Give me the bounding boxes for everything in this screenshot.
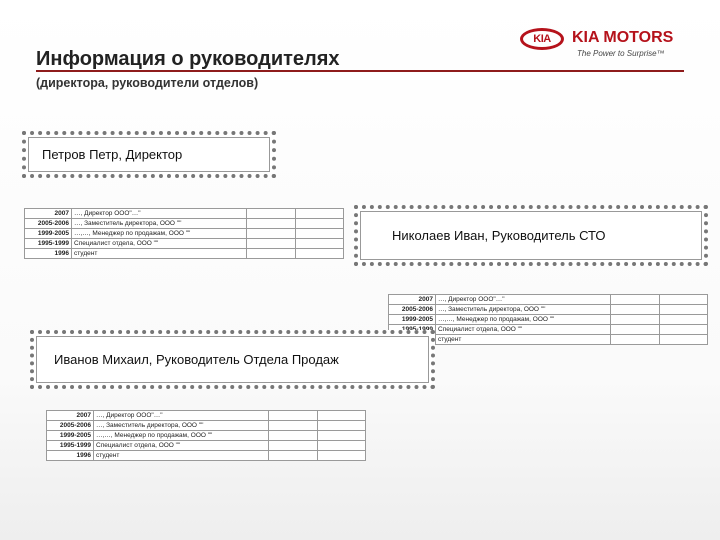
empty-cell — [659, 325, 708, 335]
position-cell: …, Заместитель директора, ООО "" — [94, 421, 269, 431]
logo-brand-name: KIA MOTORS — [572, 29, 674, 46]
manager-name-title: Иванов Михаил, Руководитель Отдела Продаж — [54, 352, 339, 367]
empty-cell — [269, 421, 318, 431]
years-cell: 2007 — [47, 411, 94, 421]
logo-tagline: The Power to Surprise™ — [577, 49, 665, 58]
years-cell: 2007 — [25, 209, 72, 219]
position-cell: …, Директор ООО"…" — [94, 411, 269, 421]
manager-name-title: Петров Петр, Директор — [42, 147, 183, 162]
empty-cell — [317, 431, 366, 441]
table-row — [25, 239, 344, 249]
years-cell: 1995-1999 — [47, 441, 94, 451]
position-cell: Специалист отдела, ООО "" — [436, 325, 611, 335]
empty-cell — [295, 249, 344, 259]
empty-cell — [611, 335, 660, 345]
manager-card-nikolaev — [354, 205, 708, 266]
years-cell: 1996 — [47, 451, 94, 461]
empty-cell — [295, 229, 344, 239]
kia-oval-mark: KIA — [520, 28, 564, 50]
empty-cell — [269, 441, 318, 451]
table-row — [389, 325, 708, 335]
position-cell: студент — [436, 335, 611, 345]
position-cell: …, Директор ООО"…" — [72, 209, 247, 219]
position-cell: Специалист отдела, ООО "" — [72, 239, 247, 249]
empty-cell — [659, 295, 708, 305]
years-cell: 2007 — [389, 295, 436, 305]
empty-cell — [659, 315, 708, 325]
position-cell: студент — [94, 451, 269, 461]
years-cell: 1999-2005 — [47, 431, 94, 441]
empty-cell — [611, 305, 660, 315]
years-cell: 2005-2006 — [47, 421, 94, 431]
position-cell: …,…, Менеджер по продажам, ООО "" — [72, 229, 247, 239]
table-row — [389, 295, 708, 305]
kia-logo — [520, 24, 690, 68]
empty-cell — [295, 219, 344, 229]
table-row — [47, 411, 366, 421]
title-divider — [36, 70, 684, 72]
empty-cell — [269, 411, 318, 421]
manager-card-petrov — [22, 131, 276, 178]
table-row — [47, 421, 366, 431]
career-table-petrov — [24, 208, 344, 259]
empty-cell — [317, 451, 366, 461]
empty-cell — [269, 451, 318, 461]
empty-cell — [611, 315, 660, 325]
position-cell: студент — [72, 249, 247, 259]
empty-cell — [247, 209, 296, 219]
years-cell: 2005-2006 — [25, 219, 72, 229]
table-row — [47, 441, 366, 451]
position-cell: …, Директор ООО"…" — [436, 295, 611, 305]
table-row — [389, 335, 708, 345]
manager-card-ivanov — [30, 330, 435, 389]
empty-cell — [247, 249, 296, 259]
position-cell: …, Заместитель директора, ООО "" — [72, 219, 247, 229]
table-row — [25, 249, 344, 259]
years-cell: 2005-2006 — [389, 305, 436, 315]
table-row — [25, 209, 344, 219]
empty-cell — [247, 229, 296, 239]
empty-cell — [269, 431, 318, 441]
empty-cell — [247, 239, 296, 249]
empty-cell — [295, 239, 344, 249]
position-cell: …, Заместитель директора, ООО "" — [436, 305, 611, 315]
years-cell: 1999-2005 — [25, 229, 72, 239]
empty-cell — [317, 421, 366, 431]
page-subtitle: (директора, руководители отделов) — [36, 76, 259, 90]
years-cell: 1996 — [25, 249, 72, 259]
empty-cell — [659, 335, 708, 345]
table-row — [25, 229, 344, 239]
empty-cell — [317, 411, 366, 421]
table-row — [25, 219, 344, 229]
position-cell: Специалист отдела, ООО "" — [94, 441, 269, 451]
career-table-ivanov — [46, 410, 366, 461]
table-row — [389, 305, 708, 315]
empty-cell — [295, 209, 344, 219]
years-cell: 1999-2005 — [389, 315, 436, 325]
empty-cell — [317, 441, 366, 451]
empty-cell — [611, 325, 660, 335]
table-row — [47, 451, 366, 461]
position-cell: …,…, Менеджер по продажам, ООО "" — [436, 315, 611, 325]
table-row — [389, 315, 708, 325]
empty-cell — [659, 305, 708, 315]
empty-cell — [611, 295, 660, 305]
empty-cell — [247, 219, 296, 229]
manager-name-title: Николаев Иван, Руководитель СТО — [392, 228, 606, 243]
position-cell: …,…, Менеджер по продажам, ООО "" — [94, 431, 269, 441]
page-title: Информация о руководителях — [36, 48, 340, 70]
table-row — [47, 431, 366, 441]
career-table-nikolaev — [388, 294, 708, 345]
years-cell: 1995-1999 — [25, 239, 72, 249]
